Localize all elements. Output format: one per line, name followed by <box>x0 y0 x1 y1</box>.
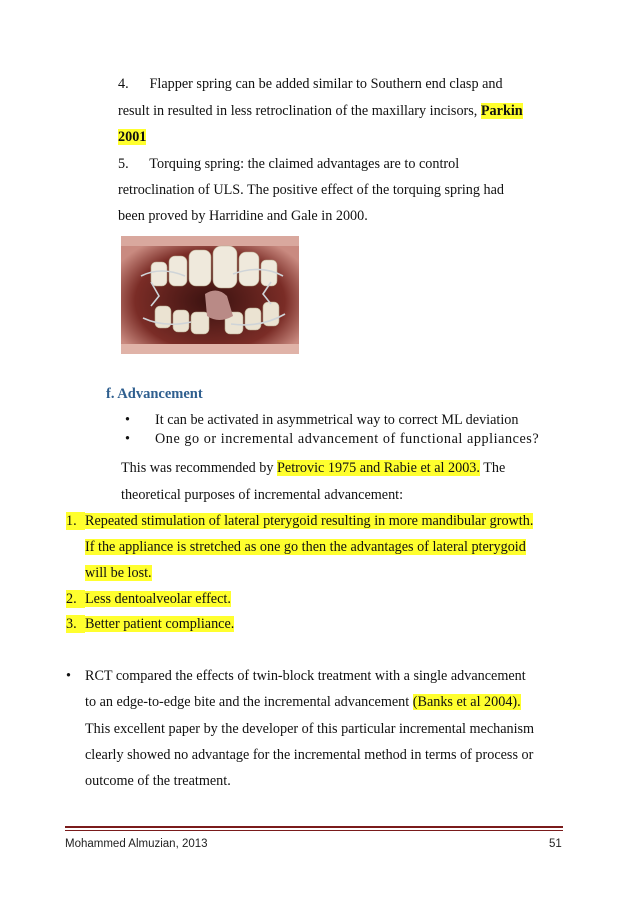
citation-petrovic-rabie: Petrovic 1975 and Rabie et al 2003. <box>277 460 480 476</box>
purpose-3 <box>66 615 234 633</box>
purpose-3-number: 3. <box>66 615 85 633</box>
purpose-2 <box>66 590 231 608</box>
item-4 <box>118 75 503 93</box>
bullet-icon: • <box>125 412 130 428</box>
purpose-1-line1: Repeated stimulation of lateral pterygoid resulting in more mandibular growth. <box>85 513 534 529</box>
rct-line5: outcome of the treatment. <box>85 773 231 789</box>
purpose-1 <box>66 512 533 530</box>
item-5-number: 5. <box>118 156 129 172</box>
purpose-1-line3 <box>85 564 152 582</box>
item-5-line3: been proved by Harridine and Gale in 2000. <box>118 208 368 224</box>
item-4-number: 4. <box>118 76 129 92</box>
citation-parkin: Parkin <box>480 103 523 119</box>
dental-appliance-photo-icon <box>121 236 299 354</box>
footer-rule <box>65 826 563 828</box>
item-4-line3 <box>118 128 146 146</box>
citation-banks: (Banks et al 2004). <box>412 694 521 710</box>
citation-parkin-year: 2001 <box>118 129 147 145</box>
footer-author: Mohammed Almuzian, 2013 <box>65 838 208 850</box>
item-4-line1: Flapper spring can be added similar to Southern end clasp and <box>149 76 503 92</box>
purpose-1-number: 1. <box>66 512 85 530</box>
bullet-icon: • <box>125 431 130 447</box>
item-5-line2: retroclination of ULS. The positive effect of the torquing spring had <box>118 182 504 198</box>
para-line1 <box>121 459 505 477</box>
section-heading: f. Advancement <box>106 386 203 402</box>
purpose-1-line2 <box>85 538 526 556</box>
purpose-2-text: Less dentoalveolar effect. <box>85 591 231 607</box>
purpose-1-line3-text: will be lost. <box>85 565 152 581</box>
footer-rule-thin <box>65 830 563 831</box>
purpose-2-number: 2. <box>66 590 85 608</box>
para-line2: theoretical purposes of incremental advancement: <box>121 487 404 503</box>
purpose-1-line2-text: If the appliance is stretched as one go then the advantages of lateral pterygoid <box>85 539 526 555</box>
item-5 <box>118 155 459 173</box>
bullet-1-text: It can be activated in asymmetrical way to correct ML deviation <box>155 412 519 428</box>
rct-line2-pre: to an edge-to-edge bite and the incremental advancement <box>85 694 413 710</box>
rct-line2 <box>85 693 521 711</box>
para-line1-pre: This was recommended by <box>121 460 278 476</box>
item-4-line2 <box>118 102 523 120</box>
purpose-3-text: Better patient compliance. <box>85 616 235 632</box>
dental-appliance-photo <box>121 236 299 354</box>
rct-line1 <box>66 667 526 685</box>
para-line1-post: The <box>479 460 506 476</box>
rct-line1-text: RCT compared the effects of twin-block treatment with a single advancement <box>85 668 526 684</box>
bullet-2-text: One go or incremental advancement of functional appliances? <box>155 431 540 447</box>
page-number: 51 <box>549 838 562 850</box>
item-5-line1: Torquing spring: the claimed advantages are to control <box>149 156 460 172</box>
bullet-icon: • <box>66 668 71 684</box>
rct-line4: clearly showed no advantage for the incremental method in terms of process or <box>85 747 534 763</box>
item-4-line2-text: result in resulted in less retroclination of the maxillary incisors, <box>118 103 481 119</box>
rct-line3: This excellent paper by the developer of this particular incremental mechanism <box>85 721 535 737</box>
bullet-item <box>125 411 518 429</box>
bullet-item <box>125 430 539 448</box>
